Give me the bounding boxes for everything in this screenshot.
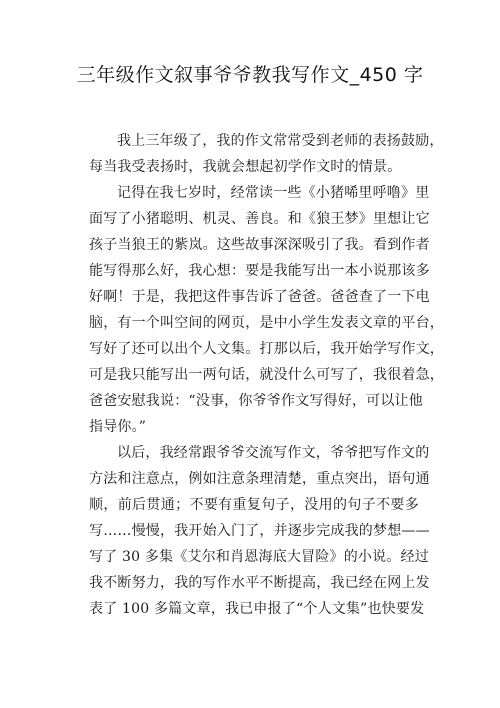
text-line: 记得在我七岁时，经常读一些《小猪唏里呼噜》里 bbox=[117, 185, 430, 201]
document-body bbox=[89, 128, 444, 622]
text-line: 我上三年级了，我的作文常常受到老师的表扬鼓励， bbox=[117, 133, 444, 149]
text-line: 脑，有一个叫空间的网页，是中小学生发表文章的平台， bbox=[89, 315, 444, 331]
paragraph-1 bbox=[89, 128, 444, 180]
text-line: 写了 30 多集《艾尔和肖恩海底大冒险》的小说。经过 bbox=[89, 549, 429, 565]
text-line: 能写得那么好，我心想：要是我能写出一本小说那该多 bbox=[89, 263, 430, 279]
text-line: 表了 100 多篇文章，我已申报了“个人文集”也快要发 bbox=[89, 601, 425, 617]
text-line: 以后，我经常跟爷爷交流写作文，爷爷把写作文的 bbox=[117, 445, 430, 461]
text-line: 可是我只能写出一两句话，就没什么可写了，我很着急， bbox=[89, 367, 444, 383]
paragraph-2 bbox=[89, 180, 444, 440]
text-line: 方法和注意点，例如注意条理清楚，重点突出，语句通 bbox=[89, 471, 430, 487]
text-line: 孩子当狼王的紫岚。这些故事深深吸引了我。看到作者 bbox=[89, 237, 430, 253]
text-line: 好啊！于是，我把这件事告诉了爸爸。爸爸查了一下电 bbox=[89, 289, 430, 305]
text-line: 顺，前后贯通；不要有重复句子，没用的句子不要多 bbox=[89, 497, 419, 513]
text-line: 写好了还可以出个人文集。打那以后，我开始学写作文， bbox=[89, 341, 444, 357]
text-line: 我不断努力，我的写作水平不断提高，我已经在网上发 bbox=[89, 575, 430, 591]
text-line: 指导你。” bbox=[89, 419, 147, 435]
text-line: 写……慢慢，我开始入门了，并逐步完成我的梦想—— bbox=[89, 523, 430, 539]
paragraph-3 bbox=[89, 440, 430, 622]
text-line: 面写了小猪聪明、机灵、善良。和《狼王梦》里想让它 bbox=[89, 211, 430, 227]
document-title: 三年级作文叙事爷爷教我写作文_450 字 bbox=[76, 64, 424, 86]
text-line: 爸爸安慰我说：“没事，你爷爷作文写得好，可以让他 bbox=[89, 393, 423, 409]
text-line: 每当我受表扬时，我就会想起初学作文时的情景。 bbox=[89, 159, 402, 175]
